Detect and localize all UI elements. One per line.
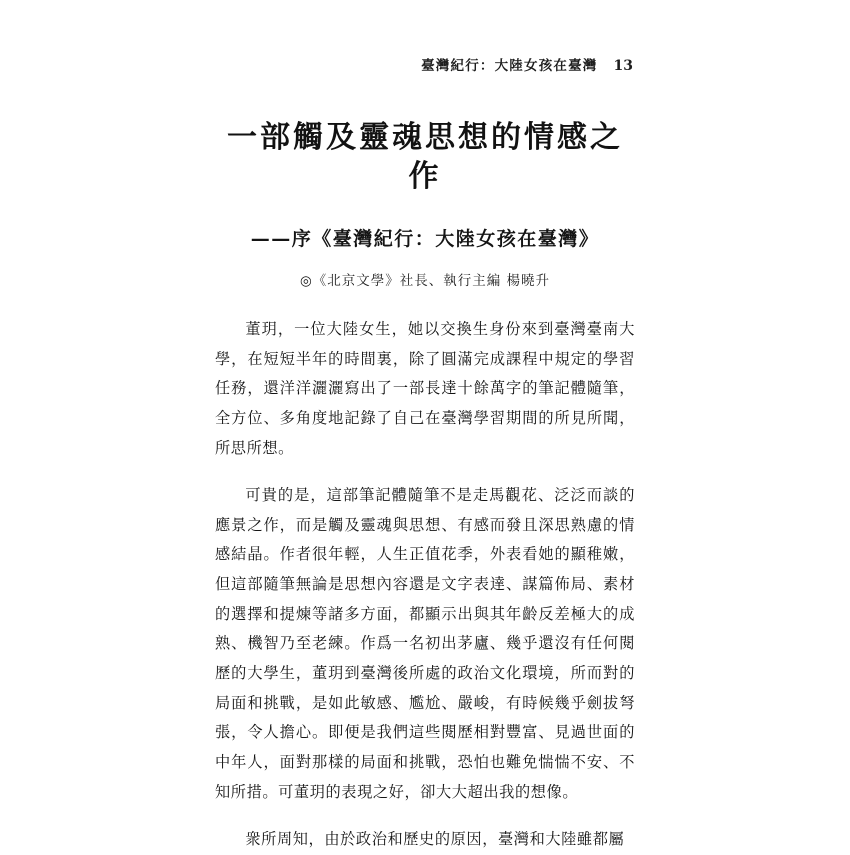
- page-number: 13: [613, 58, 633, 74]
- title-block: [215, 118, 635, 289]
- body-text: [215, 315, 635, 855]
- page-subtitle: ——序《臺灣紀行：大陸女孩在臺灣》: [250, 228, 600, 250]
- running-head: [215, 54, 635, 74]
- byline: ◎《北京文學》社長、執行主編 楊曉升: [299, 273, 551, 289]
- paragraph: 董玥，一位大陸女生，她以交換生身份來到臺灣臺南大學，在短短半年的時間裏，除了圓滿完成課程中規定的學習任務，還洋洋灑灑寫出了一部長達十餘萬字的筆記體隨筆，全方位、多角度地記錄了自己在臺灣學習期間的所見所聞，所思所想。: [215, 320, 635, 457]
- running-head-title: 臺灣紀行：大陸女孩在臺灣: [421, 58, 598, 74]
- paragraph: 可貴的是，這部筆記體隨筆不是走馬觀花、泛泛而談的應景之作，而是觸及靈魂與思想、有感而發且深思熟慮的情感結晶。作者很年輕，人生正值花季，外表看她的顯稚嫩，但這部隨筆無論是思想內容還是文字表達、謀篇佈局、素材的選擇和提煉等諸多方面，都顯示出與其年齡反差極大的成熟、機智乃至老練。作爲一名初出茅廬、幾乎還沒有任何閱歷的大學生，董玥到臺灣後所處的政治文化環境，所而對的局面和挑戰，是如此敏感、尷尬、嚴峻，有時候幾乎劍拔弩張，令人擔心。即便是我們這些閱歷相對豐富、見過世面的中年人，面對那樣的局面和挑戰，恐怕也難免惴惴不安、不知所措。可董玥的表現之好，卻大大超出我的想像。: [215, 486, 635, 801]
- page-title: 一部觸及靈魂思想的情感之作: [227, 120, 623, 194]
- paragraph: 衆所周知，由於政治和歷史的原因，臺灣和大陸雖都屬: [245, 830, 625, 849]
